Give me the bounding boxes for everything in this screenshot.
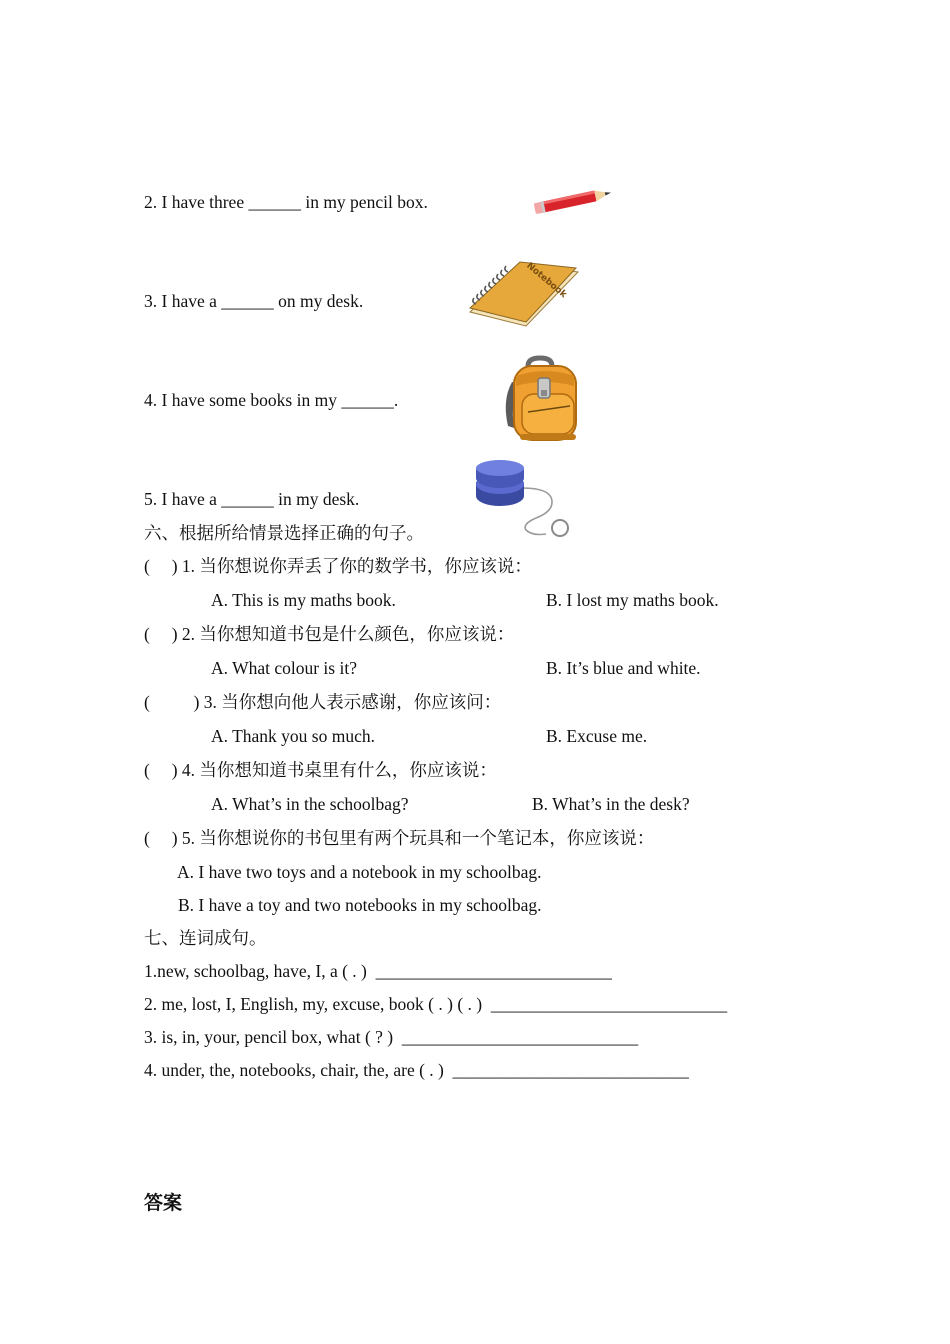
word-order-item-3: 3. is, in, your, pencil box, what ( ? ) ___________________________ <box>144 1027 639 1047</box>
question-2-prompt: ( ) 2. 当你想知道书包是什么颜色，你应该说： <box>144 624 515 644</box>
question-3-option-a: A. Thank you so much. <box>211 726 375 746</box>
question-5-prompt: ( ) 5. 当你想说你的书包里有两个玩具和一个笔记本，你应该说： <box>144 828 655 848</box>
fill-in-sentence-5: 5. I have a ______ in my desk. <box>144 489 360 509</box>
notebook-cover-label: Notebook <box>524 261 569 301</box>
section-6-title: 六、根据所给情景选择正确的句子。 <box>144 523 424 543</box>
pencil-picture <box>532 186 616 216</box>
schoolbag-picture <box>500 356 586 444</box>
question-1-option-b: B. I lost my maths book. <box>546 590 719 610</box>
question-4-prompt: ( ) 4. 当你想知道书桌里有什么，你应该说： <box>144 760 497 780</box>
fill-in-sentence-3: 3. I have a ______ on my desk. <box>144 291 364 311</box>
word-order-item-2: 2. me, lost, I, English, my, excuse, book ( . ) ( . ) ___________________________ <box>144 994 728 1014</box>
question-4-option-a: A. What’s in the schoolbag? <box>211 794 409 814</box>
fill-in-sentence-2: 2. I have three ______ in my pencil box. <box>144 192 428 212</box>
question-3-option-b: B. Excuse me. <box>546 726 648 746</box>
question-2-option-a: A. What colour is it? <box>211 658 357 678</box>
notebook-picture <box>466 262 580 330</box>
question-1-option-a: A. This is my maths book. <box>211 590 396 610</box>
question-5-option-b: B. I have a toy and two notebooks in my schoolbag. <box>178 895 542 915</box>
question-4-option-b: B. What’s in the desk? <box>532 794 690 814</box>
question-1-prompt: ( ) 1. 当你想说你弄丢了你的数学书，你应该说： <box>144 556 532 576</box>
question-3-prompt: ( ) 3. 当你想向他人表示感谢，你应该问： <box>144 692 502 712</box>
yoyo-picture <box>472 460 576 540</box>
word-order-item-4: 4. under, the, notebooks, chair, the, are ( . ) ___________________________ <box>144 1060 689 1080</box>
question-5-option-a: A. I have two toys and a notebook in my schoolbag. <box>177 862 542 882</box>
question-2-option-b: B. It’s blue and white. <box>546 658 701 678</box>
section-7-title: 七、连词成句。 <box>144 928 267 948</box>
fill-in-sentence-4: 4. I have some books in my ______. <box>144 390 399 410</box>
word-order-item-1: 1.new, schoolbag, have, I, a ( . ) ___________________________ <box>144 961 612 981</box>
answer-heading: 答案 <box>144 1193 183 1214</box>
